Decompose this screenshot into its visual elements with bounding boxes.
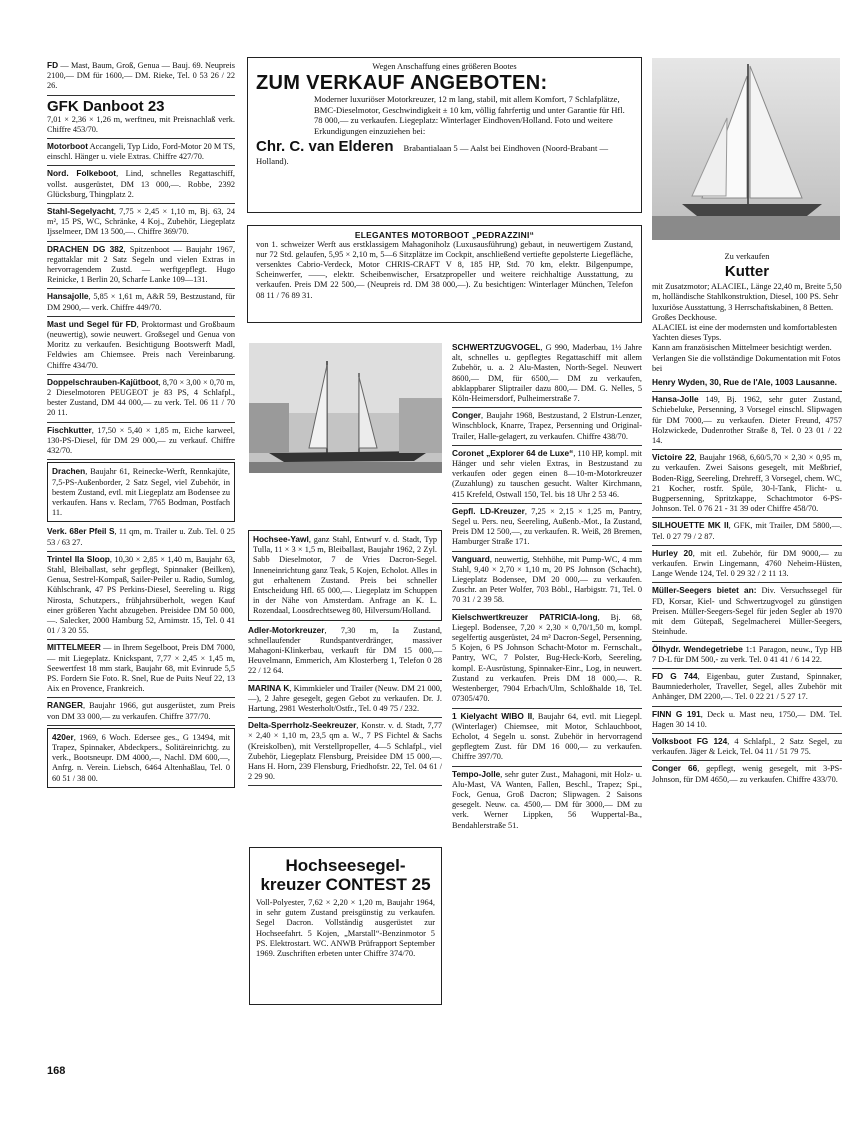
ad-conger-66: Conger 66, gepflegt, wenig gesegelt, mit 3-PS-Johnson, für DM 4650,— zu verkaufen. Chiffre 433/70. [652, 763, 842, 784]
kutter-contact: Henry Wyden, 30, Rue de l'Ale, 1003 Lausanne. [652, 377, 837, 388]
ad-vanguard: Vanguard, neuwertig, Stehhöhe, mit Pump-WC, 4 mm Stahl, 9,40 × 2,70 × 1,10 m, 20 PS Johnson (Schacht), Liegeplatz Bodensee, DM 20 000,— zu verkaufen. Zuschr. an Peter Wolfer, 703 Böbl., Harbigstr. 71, Tel. 0 70 31 / 2 39 58. [452, 552, 642, 610]
ad-fischkutter: Fischkutter, 17,50 × 5,40 × 1,85 m, Eiche karweel, 130-PS-Diesel, für DM 29 000,— zu verkauf. Chiffre 432/70. [47, 423, 235, 461]
classified-column-3 [452, 340, 642, 834]
display-ad-contest-25 [249, 847, 442, 1005]
ad-ranger: RANGER, Baujahr 1966, gut ausgerüstet, zum Preis von DM 33 000,— zu verkaufen. Chiffre 377/70. [47, 698, 235, 725]
ad-hansa-jolle: Hansa-Jolle 149, Bj. 1962, sehr guter Zustand, Schiebeluke, Persenning, 3 Vorsegel einschl. Slipwagen für DM 7000,— zu verkaufen. Dieter Freund, 4757 Holzwickede, Dudenrother Straße 8, Tel. 0 23 01 / 22 14. [652, 392, 842, 450]
ad-mast-segel-fd: Mast und Segel für FD, Proktormast und Großbaum (neuwertig), sowie neuwert. Großsegel und Genua von Moritz zu verkaufen. Besichtigung Bootswerft Madl, Feldwies am Chiemsee. Preis nach Vereinbarung. Chiffre 434/70. [47, 317, 235, 375]
ad-hurley-20: Hurley 20, mit etl. Zubehör, für DM 9000,— zu verkaufen. Erwin Lingemann, 4760 Neheim-Hüsten, Lange Wende 124, Tel. 0 29 32 / 2 11 13. [652, 546, 842, 584]
pedrazzini-title: ELEGANTES MOTORBOOT „PEDRAZZINI“ [354, 230, 535, 240]
ad-hochsee-yawl: Hochsee-Yawl, ganz Stahl, Entwurf v. d. Stadt, Typ Tulla, 11 × 3 × 1,5 m, Bleiballast, Baujahr 1962, 2 Zyl. Sabb Dieselmotor, 7 de Vries Dacron-Segel. Inneneinrichtung ganz Teak, 5 Kojen, Echolot. Alles in gut erhaltenem Zustand. Preis bei schneller Entscheidung Hfl. 65 000,—. Liegeplatz im Schuppen in der Nähe von Amsterdam. Anfrage an K. L. Rozendaal, Loosdrechtseweg 80, Hilversum/Holland. [248, 530, 442, 621]
ad-stahl-segelyacht: Stahl-Segelyacht, 7,75 × 2,45 × 1,10 m, Bj. 63, 24 m², 15 PS, WC, Schränke, 4 Koj., Zubehör, Liegeplatz Ijsselmeer, DM 13 500,—. Chiffre 369/70. [47, 204, 235, 242]
display-ad-zum-verkauf [247, 57, 642, 213]
ad-ld-kreuzer: Gepfl. LD-Kreuzer, 7,25 × 2,15 × 1,25 m, Pantry, Segel u. Pers. neu, Seereling, Außenb.-Mot., Ia Zustand, Preis DM 12 500,—, zu verkaufen. R. Weiß, 28 Bremen, Hamburger Straße 171. [452, 504, 642, 552]
ad-pfeil-s: Verk. 68er Pfeil S, 11 qm, m. Trailer u. Zub. Tel. 0 25 53 / 63 27. [47, 524, 235, 551]
panel-contact-name: Chr. C. van Elderen [256, 138, 394, 156]
page-number: 168 [47, 1065, 66, 1077]
contest-body: Voll-Polyester, 7,62 × 2,20 × 1,20 m, Baujahr 1964, in sehr gutem Zustand preisgünstig zu verkaufen. Segel Dacron. Vollständig ausgerüstet zur Hochseefahrt. 5 Kojen, „Marstall“-Benzinmotor 5 PS. Elektrostart. WC. ANWB Prüfrapport September 1969. Zuschriften erbeten unter Chiffre 374/70. [256, 898, 435, 959]
column-2-ads [248, 530, 442, 786]
ad-victoire-22: Victoire 22, Baujahr 1968, 6,60/5,70 × 2,30 × 0,95 m, zu verkaufen. Zwei Saisons gesegelt, mit Meßbrief, Boden-Rigg, Seereling, Drehreff, 3 Vorsegel, chem. WC, 21 Kocher, rostfr. Spüle, 30-l-Tank, Flicht- u. Bugpersenning, Spritzkappe, Schachtmotor 6-PS-Johnson. Tel. 0 76 21 - 31 39 oder Chiffre 458/70. [652, 450, 842, 518]
ad-motorboot: Motorboot Accangeli, Typ Lido, Ford-Motor 20 M TS, einschl. Hänger u. viele Extras. Chiffre 427/70. [47, 139, 235, 166]
kutter-body: mit Zusatzmotor; ALACIEL, Länge 22,40 m, Breite 5,50 m, holländische Stahlkonstruktion, Diesel, 100 PS. Sehr luxuriöse Ausstattung, 3 Herrschaftskabinen, 8 Betten. Großes Deckhouse. [652, 282, 842, 322]
panel-body: Moderner luxuriöser Motorkreuzer, 12 m lang, stabil, mit allem Komfort, 7 Schlafplätze, BMC-Dieselmotor, Geschwindigkeit ± 10 km, völlig fahrfertig und unter Garantie für Hfl. 78 000,— zu verkaufen. Liegeplatz: Winterlager Eindhoven/Holland. Foto und weitere Erkundigungen einzuziehen bei: [314, 94, 625, 136]
panel-contact [256, 138, 633, 166]
kutter-caption: Zu verkaufen [724, 252, 770, 261]
ad-conger: Conger, Baujahr 1968, Bestzustand, 2 Elstrun-Lenzer, Winschblock, Knarre, Trapez, Persenning und Original-Trailer, Halle-gelagert, zu verkaufen. Chiffre 438/70. [452, 408, 642, 446]
ad-kutter [652, 244, 842, 392]
ad-wibo-ii: 1 Kielyacht WIBO II, Baujahr 64, evtl. mit Liegepl. (Winterlager) Chiemsee, mit Motor, Schlauchboot, Echolot, 4 Segeln u. sonst. Zubehör in hervorragend gepflegtem Zust. für DM 16 000,— zu verkaufen. Chiffre 397/70. [452, 709, 642, 767]
pedrazzini-body: von 1. schweizer Werft aus erstklassigem Mahagoniholz (Luxusausführung) gebaut, in neuwertigem Zustand, nur 72 Std. gelaufen, 5,95 × 2,10 m, 5—6 Sitzplätze im Cockpit, anschließend vertiefte gepolsterte Liegefläche, versenktes Cabrio-Verdeck, Motor CHRIS-CRAFT V 8, 185 HP, Std. 70 km, elektr. Bilgenpumpe, Scheinwerfer, ——, elektr. Scheibenwischer, Ersatzpropeller und weitere reichhaltige Ausstattung, zu verkaufen. Preis DM 22 500,— (Neupreis rd. DM 38 000,—). Zu besichtigen: Winterlager München, Telefon 08 11 / 76 89 31. [256, 240, 633, 300]
ad-finn-g191: FINN G 191, Deck u. Mast neu, 1750,— DM. Tel. Hagen 30 14 10. [652, 707, 842, 734]
panel-headline: ZUM VERKAUF ANGEBOTEN: [256, 72, 548, 95]
kutter-body-2: ALACIEL ist eine der modernsten und komfortablesten Yachten dieses Typs. [652, 323, 837, 343]
yawl-photo [249, 343, 442, 473]
ad-schwertzugvogel: SCHWERTZUGVOGEL, G 990, Maderbau, 1½ Jahre alt, schnelles u. gepflegtes Regattaschiff mit allem Zubehör, u. a. 2 Alu-Masten, North-Segel. Neuwert 8600,— DM, für 6500,— DM zu verkaufen, abklappbarer Sliptrailer dazu 800,— DM. G. Nelles, 5 Köln-Heimersdorf, Pulheimerstraße 7. [452, 340, 642, 408]
ad-gfk-danboot: GFK Danboot 23 7,01 × 2,36 × 1,26 m, werftneu, mit Preisnachlaß verk. Chiffre 453/70. [47, 96, 235, 139]
kutter-body-4: Verlangen Sie die vollständige Dokumentation mit Fotos bei [652, 353, 841, 373]
contest-headline: Hochseesegel-kreuzer CONTEST 25 [260, 856, 431, 894]
ad-folkeboot: Nord. Folkeboot, Lind, schnelles Regattaschiff, vollst. ausgerüstet, DM 13 000,—. Robbe, 2392 Glücksburg, Thingplatz 2. [47, 166, 235, 204]
ad-silhouette: SILHOUETTE MK II, GFK, mit Trailer, DM 5800,—. Tel. 0 27 79 / 2 87. [652, 518, 842, 545]
ad-trintel: Trintel IIa Sloop, 10,30 × 2,85 × 1,40 m, Baujahr 63, Stahl, Bleiballast, sehr gepflegt, Spinnaker (Beilken), Genua, Sestrel-Kompaß, Sailer-Peiler u. Radio, Sumlog, Kühlschrank, 47 PS Perkins-Diesel, Seereling u. Rigg Nirosta, Schutzpers., frühjahrsüberholt, wegen Kauf einer größeren Yacht abzugeben. Preisidee DM 50 000,—. Salecker, 2000 Hamburg 52, Arnimstr. 15, Tel. 0 41 01 / 3 20 55. [47, 552, 235, 641]
panel-contact-address: Brabantialaan 5 — Aalst bei Eindhoven (Noord-Brabant — Holland). [256, 143, 609, 167]
ad-marina-k: MARINA K, Kimmkieler und Trailer (Neuw. DM 21 000,—), 2 Jahre gesegelt, gegen Gebot zu verkaufen. Dr. J. Hartung, 2981 Westerholt/Ostfr., Tel. 0 49 75 / 232. [248, 681, 442, 719]
ad-drachen-dg: DRACHEN DG 382, Spitzenboot — Baujahr 1967, regattaklar mit 2 Satz Segeln und vielen Extras in hervorragendem Zustd. — werftgepflegt. Hugo Reinicke, 1 Berlin 20, Scharfe Lanke 109—131. [47, 242, 235, 290]
ad-delta-seekreuzer: Delta-Sperrholz-Seekreuzer, Konstr. v. d. Stadt, 7,77 × 2,40 × 1,10 m, 23,5 qm a. W., 7 PS Fichtel & Sachs (Kreiskolben), mit Verstellpropeller, 4—5 Schlafpl., viel Zubehör, Liegeplatz Flensburg, Preisidee DM 15 000,—. Hans H. Horn, 239 Flensburg, Friedhofstr. 22, Tel. 04 61 / 2 29 90. [248, 718, 442, 786]
ad-coronet: Coronet „Explorer 64 de Luxe“, 110 HP, kompl. mit Hänger und sehr vielen Extras, in Bestzustand zu verkaufen oder gegen einen 8—10-m-Motorkreuzer (Zuzahlung) zu tauschen gesucht. Walter Kirchmann, 415 Krefeld, Ostwall 150, Tel. bis 18 Uhr 2 53 46. [452, 446, 642, 504]
sailing-yacht-photo [652, 58, 840, 240]
ad-mueller-seegers: Müller-Seegers bietet an: Div. Versuchssegel für FD, Korsar, Kiel- und Schwertzugvogel zu günstigen Preisen. Müller-Seegers-Segel für jeden Segler ab 1970 mit dem Gütepaß, Segelmacherei Müller-Seegers, Steinhude. [652, 583, 842, 641]
ad-fd-g744: FD G 744, Eigenbau, guter Zustand, Spinnaker, Baumniederholer, Traveller, Segel, alles Zubehör mit Anhänger, DM 2200,—. Tel. 0 22 21 / 5 27 17. [652, 669, 842, 707]
ad-adler-motorkreuzer: Adler-Motorkreuzer, 7,30 m, Ia Zustand, schnellaufender Rundspantverdränger, massiver Mahagoni-Klinkerbau, verkauft für DM 15 000,— Heuvelmann, Emmerich, Am Klosterberg 1, Telefon 0 28 22 / 12 64. [248, 623, 442, 681]
ad-wendegetriebe: Ölhydr. Wendegetriebe 1:1 Paragon, neuw., Typ HB 7 D-L für DM 500,- zu verk. Tel. 0 41 41 / 6 14 22. [652, 642, 842, 669]
kutter-title: Kutter [724, 263, 770, 281]
classified-column-4 [652, 244, 842, 788]
ad-420er: 420er, 1969, 6 Woch. Edersee ges., G 13494, mit Trapez, Spinnaker, Abdeckpers., Solitäreinrichtg. zu verk., Bootsneupr. DM 4000,—, Nachl. DM 600,—, Anfrg. n. Verein. Liebsch, 6464 Altenhaßlau, Tel. 0 60 51 / 38 00. [47, 728, 235, 788]
ad-patricia-long: Kielschwertkreuzer PATRICIA-long, Bj. 68, Liegepl. Bodensee, 7,20 × 2,30 × 0,70/1,50 m, kompl. segelfertig ausgerüstet, 24 m² Dacron-Segel, Persenning, 5 Kojen, 6 PS Johnson Schacht-Motor m. Fernschalt., Pantry, WC, 7 Polster, Bug-Heck-Korb, Seereling, kompl. E-Ausrüstung, Spinnaker-Einr., Log, in neuwert. Zustand zu verkaufen. Preis DM 18 000,—. R. Westenberger, 7904 Erbach/Ulm, Schloßhalde 18, Tel. 07305/470. [452, 610, 642, 709]
ad-mittelmeer: MITTELMEER — in Ihrem Segelboot, Preis DM 7000,— mit Liegeplatz. Knickspant, 7,77 × 2,45 × 1,45 m, Seewertfest 18 mm stark, Baujahr 68, mit Evinrude 5,5 PS. Fordern Sie Foto. R. Snel, Rue de Puits Neuf 22, 13 Aix en Provence, Frankreich. [47, 640, 235, 698]
ad-fd-mast: FD — Mast, Baum, Groß, Genua — Bauj. 69. Neupreis 2100,— DM für 1600,— DM. Rieke, Tel. 0 53 26 / 22 26. [47, 58, 235, 96]
classified-column-1 [47, 58, 235, 790]
ad-volksboot: Volksboot FG 124, 4 Schlafpl., 2 Satz Segel, zu verkaufen. Jäger & Leick, Tel. 04 11 / 51 79 75. [652, 734, 842, 761]
panel-subtitle: Wegen Anschaffung eines größeren Bootes [372, 62, 517, 71]
ad-tempo-jolle: Tempo-Jolle, sehr guter Zust., Mahagoni, mit Holz- u. Alu-Mast, VA Wanten, Fallen, Beschl., Trapez; Spi., Fock, Genua, Groß Dacron; Slipwagen. 2 Saisons gesegelt. Neuw. ca. 4500,— DM für 3000,— DM zu verk. Werner Lippken, 56 Wuppertal-Ba., Bendahlerstraße 51. [452, 768, 642, 830]
ad-doppelschrauben: Doppelschrauben-Kajütboot, 8,70 × 3,00 × 0,70 m, 2 Dieselmotoren PEUGEOT je 83 PS, 4 Schlafpl., bester Zustand, DM 44 000,— zu verk. Tel. 06 11 / 70 20 11. [47, 375, 235, 423]
display-ad-pedrazzini [247, 225, 642, 323]
kutter-body-3: Kann am französischen Mittelmeer besichtigt werden. [652, 343, 832, 353]
ad-drachen-boxed: Drachen, Baujahr 61, Reinecke-Werft, Rennkajüte, 7,5-PS-Außenborder, 2 Satz Segel, viel Zubehör, in bestem Zustand, evtl. mit Liegeplatz am Bodensee zu verkaufen. Hans v. Reclam, 7765 Bodman, Postfach 11. [47, 462, 235, 522]
ad-hansajolle: Hansajolle, 5,85 × 1,61 m, A&R 59, Bestzustand, für DM 2900,— verk. Chiffre 449/70. [47, 289, 235, 316]
